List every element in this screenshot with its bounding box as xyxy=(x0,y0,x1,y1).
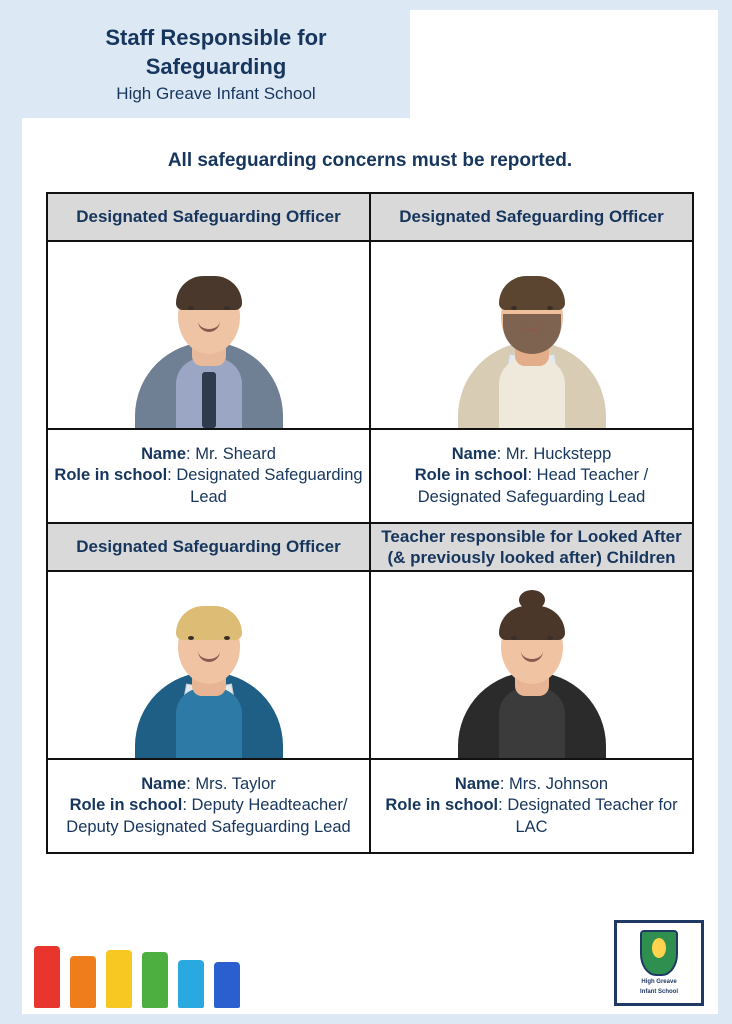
photo-cell-2 xyxy=(370,241,693,429)
portrait-mrs-taylor xyxy=(48,572,369,758)
role-colon-4: : xyxy=(498,796,508,815)
name-label-2: Name xyxy=(451,444,497,463)
photo-cell-1 xyxy=(47,241,370,429)
role-line-4 xyxy=(371,795,692,838)
name-value-3: Mrs. Taylor xyxy=(195,774,276,793)
logo-name: High Greave xyxy=(641,978,677,985)
name-label-1: Name xyxy=(141,444,187,463)
portrait-mr-sheard xyxy=(48,242,369,428)
role-colon-2: : xyxy=(527,466,537,485)
table-row-roles-top xyxy=(47,193,693,241)
poster-sheet xyxy=(22,10,718,1014)
info-cell-1 xyxy=(47,429,370,523)
role-heading-3: Designated Safeguarding Officer xyxy=(47,523,370,571)
role-label-3: Role in school xyxy=(69,796,183,815)
header-band xyxy=(22,10,410,118)
intro-statement: All safeguarding concerns must be reported. xyxy=(167,150,573,171)
role-label-4: Role in school xyxy=(385,796,499,815)
school-logo xyxy=(614,920,704,1006)
paint-stroke-green xyxy=(142,952,168,1008)
paint-strokes-decoration xyxy=(28,942,268,1008)
portrait-mr-huckstepp xyxy=(371,242,692,428)
name-value-1: Mr. Sheard xyxy=(195,444,276,463)
role-value-1: Designated Safeguarding Lead xyxy=(176,466,363,506)
table-row-roles-bottom xyxy=(47,523,693,571)
info-cell-2 xyxy=(370,429,693,523)
name-label-4: Name xyxy=(454,774,500,793)
name-value-4: Mrs. Johnson xyxy=(509,774,609,793)
role-colon-1: : xyxy=(167,466,177,485)
name-line-1 xyxy=(48,444,369,465)
photo-cell-4 xyxy=(370,571,693,759)
name-colon-4: : xyxy=(499,774,510,793)
role-heading-4: Teacher responsible for Looked After (& previously looked after) Children xyxy=(370,523,693,571)
role-line-1 xyxy=(48,465,369,508)
name-colon-1: : xyxy=(186,444,196,463)
name-label-3: Name xyxy=(141,774,187,793)
role-value-3: Deputy Headteacher/ Deputy Designated Safeguarding Lead xyxy=(66,796,351,836)
paint-stroke-cyan xyxy=(178,960,204,1008)
table-row-photos-bottom xyxy=(47,571,693,759)
logo-subtitle: Infant School xyxy=(640,989,678,995)
staff-table xyxy=(46,192,694,854)
name-line-3 xyxy=(48,774,369,795)
role-value-2: Head Teacher / Designated Safeguarding Lead xyxy=(417,466,649,506)
paint-stroke-blue xyxy=(214,962,240,1008)
school-name: High Greave Infant School xyxy=(116,83,316,103)
page-title: Staff Responsible for Safeguarding xyxy=(105,25,327,79)
photo-cell-3 xyxy=(47,571,370,759)
role-label-1: Role in school xyxy=(54,466,168,485)
crest-icon xyxy=(640,930,678,976)
role-label-2: Role in school xyxy=(414,466,528,485)
info-cell-3 xyxy=(47,759,370,853)
role-value-4: Designated Teacher for LAC xyxy=(507,796,678,836)
name-colon-3: : xyxy=(186,774,196,793)
table-row-info-top xyxy=(47,429,693,523)
role-heading-2: Designated Safeguarding Officer xyxy=(370,193,693,241)
name-line-4 xyxy=(371,774,692,795)
paint-stroke-red xyxy=(34,946,60,1008)
role-line-2 xyxy=(371,465,692,508)
table-row-info-bottom xyxy=(47,759,693,853)
info-cell-4 xyxy=(370,759,693,853)
name-colon-2: : xyxy=(496,444,506,463)
header-text-block xyxy=(22,10,410,118)
role-line-3 xyxy=(48,795,369,838)
role-heading-1: Designated Safeguarding Officer xyxy=(47,193,370,241)
name-value-2: Mr. Huckstepp xyxy=(505,444,612,463)
role-colon-3: : xyxy=(182,796,192,815)
portrait-mrs-johnson xyxy=(371,572,692,758)
name-line-2 xyxy=(371,444,692,465)
table-row-photos-top xyxy=(47,241,693,429)
paint-stroke-yellow xyxy=(106,950,132,1008)
paint-stroke-orange xyxy=(70,956,96,1008)
